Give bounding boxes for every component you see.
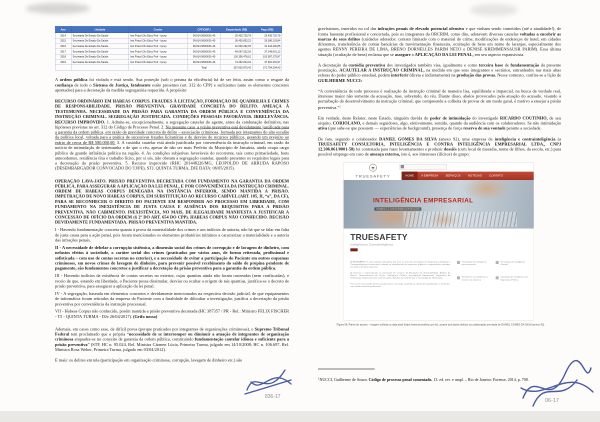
table-cell: 37.149.601,12 [252,49,281,54]
table-cell: 09.814.080/0001-40 [187,54,220,59]
stj-quote: RECURSO ORDINÁRIO EM HABEAS CORPUS. FRAUDES À LICITAÇÃO, FORMAÇÃO DE QUADRILHA E CRIMES DE RESPONSABILIDADE. PRISÃO PREVENTIVA. GRAVIDADE CONCRETA DO DELITO. AMEAÇA À TESTEMUNHA. NECESSIDADE DA PRISÃO PARA GARANTIA DA ORDEM PÚBLICA E CONVENIÊNCIA DA INSTRUÇÃO CRIMINAL. SEGREGAÇÃO JUSTIFICADA. CONDIÇÕES PESSOAIS FAVORÁVEIS. IRRELEVÂNCIA. RECURSO IMPROVIDO. 1. Admite-se, excepcionalmente, a segregação cautelar do agente, antes da condenação definitiva, nas hipóteses previstas no art. 312 do Código de Processo Penal. 2. No presente caso, a prisão preventiva está devidamente justificada para a garantia da ordem pública, em razão da gravidade concreta do delito – associação criminosa, formada por integrantes do alto escalão da política local, voltada para a prática de sucessivas fraudes licitatórias e de desvios de recursos públicos, gerando um prejuízo ao erário de cerca de R$ 580.000,00. 3. A custódia cautelar está ainda justificada por conveniência da instrução criminal, em razão da notícia de intimidação de testemunha e de que o réu, apesar de não ser mais Prefeito do Município de Januária, ainda ocupa cargo público de grande influência política na região. 4. As condições subjetivas favoráveis do recorrente, tais como primariedade, bons antecedentes, residência fixa e trabalho lícito, por si sós, não obstam a segregação cautelar, quando presentes os requisitos legais para a decretação da prisão preventiva. 5. Recurso improvido (RHC 201448226/MG, LEOPOLDO DE ARRUDA RAPOSO (DESEMBARGADOR CONVOCADO DO TJ/PE), STJ, QUINTA TURMA, DJE DATA: 06/05/2015). [55,98,289,171]
table-header-cell: Unidade [71,26,128,33]
figure-caption: Figura 06: Painel de acesso – imagem colhida na data atual (https://www.truesafety.com.br), a partir dos dados obtidos na colaboração premiada de DANIEL GOMES DA SILVA (anexo 92). [336,322,545,326]
table-cell: 2019 [55,59,71,64]
site-heading-block [350,233,407,252]
table-header-cell: CPF/CNPJ [187,26,220,33]
table-cell: Total [187,65,220,70]
table-cell: Secretaria De Estado Da Saúde [71,43,128,48]
lavajato-item: I - Havendo fundamentação concreta quanto à prova da materialidade dos crimes e aos indícios de autoria, não há que se falar em falta de justa causa para a ação penal, pois foram mencionados os elementos probatórios mínimos a caracterizar a materialidade e a autoria das infrações penais. [55,226,289,243]
table-cell: 2017 [55,49,71,54]
table-cell: Inst Psicol Clin Educ Prof - Ipcep [129,38,188,43]
feature-label: Operação de inteligência em Segurança Pública [500,275,528,281]
red-flag-divider [350,248,357,251]
page-stamp: 836-17 [265,394,281,400]
handwritten-signature [241,360,299,404]
hero-title: INTELIGÊNCIA EMPRESARIAL [372,197,474,205]
site-nav-item: HOME [402,172,418,180]
site-feature [496,261,529,266]
table-cell: 103.587.175,87 [252,54,281,59]
page-stamp: 06-17 [545,398,560,404]
table-cell: Inst Psicol Clin Educ Prof - Ipcep [129,33,188,38]
table-cell: 2014 [55,33,71,38]
table-cell: 49.067.522,26 [221,49,253,54]
site-hero-image [344,180,534,229]
payments-table [55,26,282,70]
site-logo [348,163,399,178]
site-about-paragraph: A empresa é especializada na prestação de serviços de Avaliação de Vulnerabilidade, Análise de Riscos, Gerenciamento de Crises, Inteligência Política, Investigação Empresarial, Segurança da Informação, Segurança das Comunicações, Análise de Conjunturas e Tecnologia da Informação. [350,271,451,280]
feature-label: Servidores em problemas e clientes da empresa [461,275,489,281]
table-cell: Inst Psicol Clin Educ Prof - Ipcep [129,59,188,64]
eagle-emblem-icon [369,163,378,172]
intimidacao-paragraph: Em verdade, deste Relator, neste Estado, ninguém duvida do poder de intimidação do investigado RICARDO COUTINHO, de seu séquito, CORIOLANO, e demais seguidores, algo, efetivamente, sentido, quando da audiência com os colaboradores. Se não intimidação ativa (que sabe-se que possuem — experiências de background), presença de força reserva de sua vontade perante a sociedade. [318,115,561,131]
site-feature [496,276,529,281]
table-header-row [55,26,282,33]
table-header-cell: Empenhado (R$) [221,26,253,33]
table-row [55,65,282,70]
table-cell: 36.450.853,22 [221,38,253,43]
table-cell: Secretaria De Estado Da Saúde [71,38,128,43]
lavajato-item: IV - A segregação, baseada em elementos concretos e devidamente mencionados na respectiva decisão judicial, de que equipamentos de informática foram retirados da empresa do Paciente com a finalidade de dificultar a investigação, justifica a decretação da prisão preventiva por conveniência da instrução processual. [55,290,289,307]
scan-smudge [26,3,90,14]
table-header-cell: Credor [129,26,188,33]
feature-label: Tecnologia de Inteligência Privada [500,260,526,266]
table-cell: 09.814.080/0001-40 [187,43,220,48]
site-brand-text: TRUESAFETY [355,173,391,179]
lavajato-item: VII - Habeas Corpus não conhecido, porém mantida a prisão preventiva decretada (HC 387357 / PR - Rel.: Ministro FELIX FISCHER - T5 - QUINTA TURMA - DJe 26/04/2017). (Grifo nosso) [55,308,289,319]
footnote-divider [318,369,375,370]
table-cell: 42.030.292,05 [221,43,253,48]
table-cell: 2015 [55,38,71,43]
scan-bleedthrough [470,4,518,16]
table-cell: 2018 [55,54,71,59]
feature-icon [496,276,499,279]
nucci-quote: “A conveniência de todo processo é realização da instrução criminal de maneira lisa, equilibrada e imparcial, na busca da verdade real, interesse maior não somente da acusação, mas, sobretudo, do réu. Diante disso, abalos provocados pela atuação do acusado, visando à perturbação do desenvolvimento da instrução criminal, que compreende a colheita de provas de um modo geral, é motivo a ensejar a prisão preventiva.”$^1$ [318,88,561,110]
table-header-cell: Ano [55,26,71,33]
feature-icon [457,261,460,264]
site-nav-item: A EMPRESA [421,174,439,178]
table-cell: Inst Psicol Clin Educ Prof - Ipcep [129,54,188,59]
handwritten-signature [515,358,597,416]
table-cell: 130.356.478,10 [221,54,253,59]
lavajato-item: III - Havendo indícios da existência de contas secretas no exterior, cujas quantias ainda não foram rastreadas (nem confiscadas), e receio de que, estando em liberdade, o Paciente possa dissimular, desviar ou ocultar a origem de tais quantias, justifica-se o decreto de prisão preventiva, para assegurar a aplicação da lei penal. [55,272,289,289]
search-icon [401,165,404,168]
site-feature [457,261,490,266]
table-header-cell: Pago (R$) [252,26,281,33]
site-header [344,163,534,180]
site-nav-item: CONTATO [489,174,504,178]
site-subheading: Inteligência e Contrainteligência [350,242,393,247]
custodia-paragraph: A decretação da custódia preventiva dos investigados também visa, igualmente e como terceira base de fundamentação da presente postulação, ACAUTELAR A INSTRUÇÃO CRIMINAL, na medida em que seus integrantes e sectários, entranhados nas mais altas esferas do poder público estadual, podem interferir (direta e indiretamente) na produção das provas. Nesse contexto, confira-se a lição de GUILHERME NUCCI: [318,62,562,83]
table-cell: 26.386.103,84 [252,38,281,43]
continuation-line: E mais: os delitos em tela (participação em organização criminosa, corrupção, lavagem de dinheiro etc.) são [55,357,243,363]
table-cell [129,65,188,70]
site-heading: TRUESAFETY [350,232,408,242]
table-cell: 74.262.004,02 [221,59,253,64]
table-cell [71,65,128,70]
lavajato-header: OPERAÇÃO LAVA-JATO. PRISÃO PREVENTIVA DECRETADA COM FUNDAMENTO NA GARANTIA DA ORDEM PÚBLICA, PARA ASSEGURAR A APLICAÇÃO DA LEI PENAL, E POR CONVENIÊNCIA DA INSTRUÇÃO CRIMINAL. ORDEM DE HABEAS CORPUS DENEGADA NA INSTÂNCIA INFERIOR, SENDO MANTIDA A PRISÃO. IMPETRAÇÃO DE NOVO HABEAS CORPUS, EM SUBSTITUIÇÃO AO RECURSO CABÍVEL (ART. 105, II, “a”, DA CF), PARA SE RECONHECER O DIREITO DO PACIENTE EM RESPONDER AO PROCESSO EM LIBERDADE, COM FUNDAMENTO NA INEXISTÊNCIA DE JUSTA CAUSA E AUSÊNCIA DOS REQUISITOS PARA A PRISÃO PREVENTIVA. NÃO CABIMENTO. INEXISTÊNCIA, NO MAIS, DE ILEGALIDADE MANIFESTA A JUSTIFICAR A CONCESSÃO DE OFÍCIO DA ORDEM (§ 2º DO ART. 654 DO CPP). HABEAS CORPUS NÃO CONHECIDO. DECISÃO DEVIDAMENTE FUNDAMENTADA. PRISÃO PREVENTIVA MANTIDA. [55,178,289,225]
table-cell: 09.814.080/0001-40 [187,38,220,43]
table-cell: Secretaria De Estado Da Saúde [71,49,128,54]
table-cell: 09.814.080/0001-40 [187,59,220,64]
table-cell: 47.991.291,97 [252,59,281,64]
site-nav-item: SERVIÇOS [445,174,461,178]
continuation-paragraph: gravíssimos, inseridos no rol das infrações penais de elevado potencial ofensivo e que vinham sendo cometidos (até a atualidade!), de forma bastante profissional e concertada, pois os integrantes da ORCRIM, como dito, adotavam diversas cautelas voltadas a encobrir as marcas de seus delitos (cuidados adotados: contato limitado com o material do crime, modificações de endereços de hotel, em cidades diferentes, transferência de contas bancárias de movimentação financeira, ocultação de bens em nome de laranjas, especialmente dos agentes RENNY PEREIRA DE LIMA, BRENO DORNELLES PARIM NETO e DENISE KREMMENSAUSR PARIM). Essa última situação (ocultação de bens) reclama que se assegure a APLICAÇÃO DA LEI PENAL, em seu aspecto expansivista. [318,26,561,57]
table-cell: Secretaria De Estado Da Saúde [71,54,128,59]
table-cell: 2016 [55,43,71,48]
truesafety-website-screenshot [343,162,534,320]
feature-label: Tecnologia de inteligência governamental [461,260,487,266]
lavajato-item: II - A necessidade de debelar a corrupção sistêmica, a dimensão social dos crimes de corrupção e de lavagem de dinheiro, com nefastos efeitos à sociedade, o caráter serial dos crimes (praticados por vários anos, de forma reiterada, profissional e sofisticada – com uso de contas secretas no exterior), e a necessidade de evitar a participação do Paciente em outros esquemas criminosos, em novos crimes de lavagem de dinheiro, para prevenir possível recebimento do saldo de propina pendente de pagamento, são fundamentos concretos a justificar a decretação da prisão preventiva para a garantia da ordem pública. [55,244,289,271]
table-cell: 31.244.400,85 [252,43,281,48]
table-cell: 25.435.720,78 [221,33,253,38]
stf-paragraph: Ademais, em casos como esse, de difícil prova (porque praticados por integrantes de organizações criminosas), o Supremo Tribunal Federal tem proclamado que a própria “necessidade de se interromper ou diminuir a atuação de integrantes de organização criminosa enquadra-se no conceito de garantia da ordem pública, constituindo fundamentação cautelar idônea e suficiente para a prisão preventiva” (STF, HC n. 95.024, Rel. Ministra Cármen Lúcia, Primeira Turma, julgado em 14/10/2008; HC n. 106.697, Rel. Ministra Rosa Weber, Primeira Turma, julgado em 03/04/2012). [55,326,289,352]
left-page [55,26,289,402]
site-about-paragraph: Possui em seu quadro técnico profissionais com larga experiência, altamente qualificados e treinados, com sólida vivência profissional. [350,282,451,288]
site-search-box [400,164,447,170]
keyboard-texture [404,212,517,227]
scan-edge-shadow [0,411,600,422]
site-about-column [350,261,450,291]
feature-icon [457,276,460,279]
table-cell: Inst Psicol Clin Educ Prof - Ipcep [129,49,188,54]
table-cell: 357.602.870,43 [221,65,253,70]
site-feature-grid [457,261,529,282]
table-cell: Secretaria De Estado Da Saúde [71,33,128,38]
table-cell: 09.814.080/0001-40 [187,49,220,54]
footnote: $^1$NUCCI, Guilherme de Souza. Código de processo penal comentado. 13. ed. rev. e ampl. – Rio de Janeiro: Forense, 2014, p. 708. [318,376,529,382]
table-cell [55,65,71,70]
table-cell: Inst Psicol Clin Educ Prof - Ipcep [129,43,188,48]
table-cell: 25.435.720,78 [252,33,281,38]
site-nav-item: NOTÍCIAS [467,174,482,178]
table-cell: 271.794.294,43 [252,65,281,70]
site-about-paragraph: A TRUESAFETY é uma empresa brasileira que atua na área de consultoria em Segurança Integrada e Contrainteligência Institucional, voltada ao atendimento de empresas públicas e organizações privadas em todo o território nacional. [350,260,451,269]
truesafety-paragraph: De fato, segundo o colaborador DANIEL GOMES DA SILVA (anexo 92), uma empresa de inteligência e contrainteligência (a TRUESAFETY CONSULTORIA, INTELIGÊNCIA E CONTRA INTELIGÊNCIA EMPRESARIAL LTDA., CNPJ 12.306.061/0001-58) foi contratada para fazer levantamentos e produzir dossiês (com local de moradia, nome de filhos, da escola, etc.) para possível emprego em caso de ameaça externa, isto é, aos interesses (ilícitos) do grupo: [318,136,562,157]
intro-paragraph: A ordem pública foi violada e está sendo. Sua proteção (sob o prisma da eficiência) há de ser feita, assim como o resgate da confiança de todo o Sistema de Justiça, fatalmente estão presentes (art. 312 do CPP) e suficientes (ante os elementos concretos apontados) para a decretação da medida segregatória requerida. A propósito: [55,76,290,93]
site-content [344,229,534,320]
table-cell: Secretaria De Estado Da Saúde [71,59,128,64]
feature-icon [496,261,499,264]
hero-subtitle: Inteligência e Contrainteligência Empresarial [376,207,420,210]
table-cell: 09.814.080/0001-40 [187,33,220,38]
site-nav-bar [402,172,534,180]
lavajato-quote [55,178,289,319]
site-feature [457,276,490,281]
